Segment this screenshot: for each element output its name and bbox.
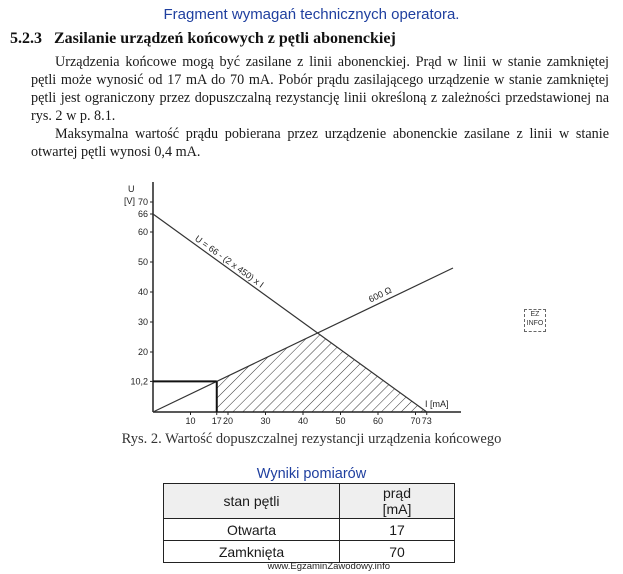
x-axis-label: I [mA] bbox=[425, 399, 449, 409]
header-state: stan pętli bbox=[164, 484, 340, 519]
x-tick-label: 17 bbox=[211, 416, 222, 426]
results-table bbox=[163, 483, 455, 563]
y-tick-label: 60 bbox=[137, 227, 148, 237]
y-tick-label: 50 bbox=[137, 257, 148, 267]
cell-current: 17 bbox=[340, 519, 455, 541]
x-tick-label: 50 bbox=[335, 416, 346, 426]
series-label-voltage: U = 66 - (2 x 450) x I bbox=[193, 233, 266, 290]
table-header-row bbox=[164, 484, 455, 519]
header-current: prąd [mA] bbox=[340, 484, 455, 519]
section-heading bbox=[10, 30, 396, 48]
cell-state: Otwarta bbox=[164, 519, 340, 541]
watermark-line-1: EZ bbox=[530, 311, 540, 318]
table-row bbox=[164, 519, 455, 541]
y-tick-label: 20 bbox=[137, 347, 148, 357]
y-tick-label: 40 bbox=[137, 287, 148, 297]
hatched-area bbox=[217, 333, 427, 412]
footer-url: www.EgzaminZawodowy.info bbox=[267, 561, 390, 572]
resistance-chart bbox=[108, 180, 468, 430]
cell-state: Zamknięta bbox=[164, 541, 340, 563]
x-tick-label: 20 bbox=[222, 416, 234, 426]
y-axis-unit: [V] bbox=[124, 196, 136, 206]
x-tick-label: 70 bbox=[410, 416, 421, 426]
section-title: Zasilanie urządzeń końcowych z pętli abonenckiej bbox=[54, 30, 396, 47]
x-tick-label: 73 bbox=[421, 416, 432, 426]
y-tick-label: 66 bbox=[137, 209, 148, 219]
y-tick-label: 10,2 bbox=[130, 376, 148, 387]
section-number: 5.2.3 bbox=[10, 30, 42, 47]
y-axis-label: U bbox=[128, 184, 135, 194]
series-label-600-ohm: 600 Ω bbox=[367, 284, 394, 305]
x-tick-label: 30 bbox=[260, 416, 271, 426]
watermark-logo bbox=[524, 309, 546, 332]
results-title: Wyniki pomiarów bbox=[256, 466, 367, 482]
cell-current: 70 bbox=[340, 541, 455, 563]
watermark-line-2: INFO bbox=[526, 320, 544, 327]
header-title: Fragment wymagań technicznych operatora. bbox=[163, 6, 460, 23]
paragraph-1: Urządzenia końcowe mogą być zasilane z linii abonenckiej. Prąd w linii w stanie zamkniętej pętli może wynosić od 17 mA do 70 mA. Pobór prądu zasilającego urządzenie w stanie zamkniętej pętli jest ograniczony przez dopuszczalną rezystancję linii określoną z zależności przedstawionej na rys. 2 w p. 8.1. bbox=[31, 54, 609, 124]
x-tick-label: 40 bbox=[297, 416, 309, 426]
figure-caption: Rys. 2. Wartość dopuszczalnej rezystancji urządzenia końcowego bbox=[121, 431, 502, 447]
x-tick-label: 10 bbox=[185, 416, 196, 426]
y-tick-label: 70 bbox=[137, 197, 148, 207]
table-row bbox=[164, 541, 455, 563]
x-tick-label: 60 bbox=[372, 416, 384, 426]
y-tick-label: 30 bbox=[137, 317, 148, 327]
paragraph-2: Maksymalna wartość prądu pobierana przez urządzenie abonenckie zasilane z linii w stanie otwartej pętli wynosi 0,4 mA. bbox=[31, 126, 609, 160]
